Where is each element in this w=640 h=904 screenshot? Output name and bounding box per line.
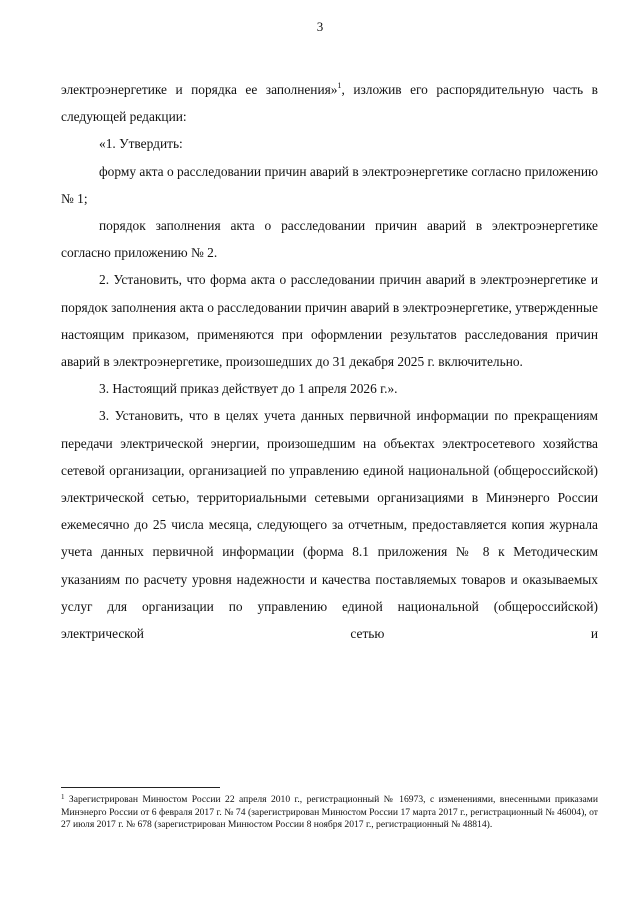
paragraph-form-item: форму акта о расследовании причин аварий в электроэнергетике согласно приложению № 1; [61, 163, 598, 206]
page-number: 3 [316, 19, 324, 34]
footnote-marker: 1 [61, 793, 65, 801]
paragraph-procedure-item: порядок заполнения акта о расследовании причин аварий в электроэнергетике согласно приложению № 2. [61, 218, 598, 261]
paragraph-intro-rest: , изложив его распорядительную часть в следующей редакции: [61, 82, 598, 125]
paragraph-approve: «1. Утвердить: [99, 136, 183, 152]
footnote-divider [61, 787, 220, 788]
footnote-reference: 1 [337, 81, 342, 90]
paragraph-clause-2: 2. Установить, что форма акта о расследовании причин аварий в электроэнергетике и порядок заполнения акта о расследовании причин аварий в электроэнергетике, утвержденные настоящим приказом, применяются при оформлении результатов расследования причин аварий в электроэнергетике, произошедших до 31 декабря 2025 г. включительно. [61, 272, 598, 370]
footnote [61, 794, 598, 832]
paragraph-clause-3-establish: 3. Установить, что в целях учета данных первичной информации по прекращениям передачи электрической энергии, произошедшим на объектах электросетевого хозяйства сетевой организации, организацией по управлению единой национальной (общероссийской) электрической сетью, территориальными сетевыми организациями в Минэнерго России ежемесячно до 25 числа месяца, следующего за отчетным, предоставляется копия журнала учета данных первичной информации (форма 8.1 приложения № 8 к Методическим указаниям по расчету уровня надежности и качества поставляемых товаров и оказываемых услуг для организации по управлению единой национальной (общероссийской) электрической сетью и [61, 408, 598, 642]
paragraph-intro-text: электроэнергетике и порядка ее заполнения» [61, 82, 338, 97]
document-body [61, 76, 598, 647]
paragraph-clause-3-validity: 3. Настоящий приказ действует до 1 апреля 2026 г.». [99, 381, 398, 397]
paragraph-intro [61, 76, 598, 130]
footnote-text: Зарегистрирован Минюстом России 22 апреля 2010 г., регистрационный № 16973, с изменениями, внесенными приказами Минэнерго России от 6 февраля 2017 г. № 74 (зарегистрирован Минюстом России 17 марта 2017 г., регистрационный № 46004), от 27 июля 2017 г. № 678 (зарегистрирован Минюстом России 8 ноября 2017 г., регистрационный № 48814). [61, 794, 598, 831]
